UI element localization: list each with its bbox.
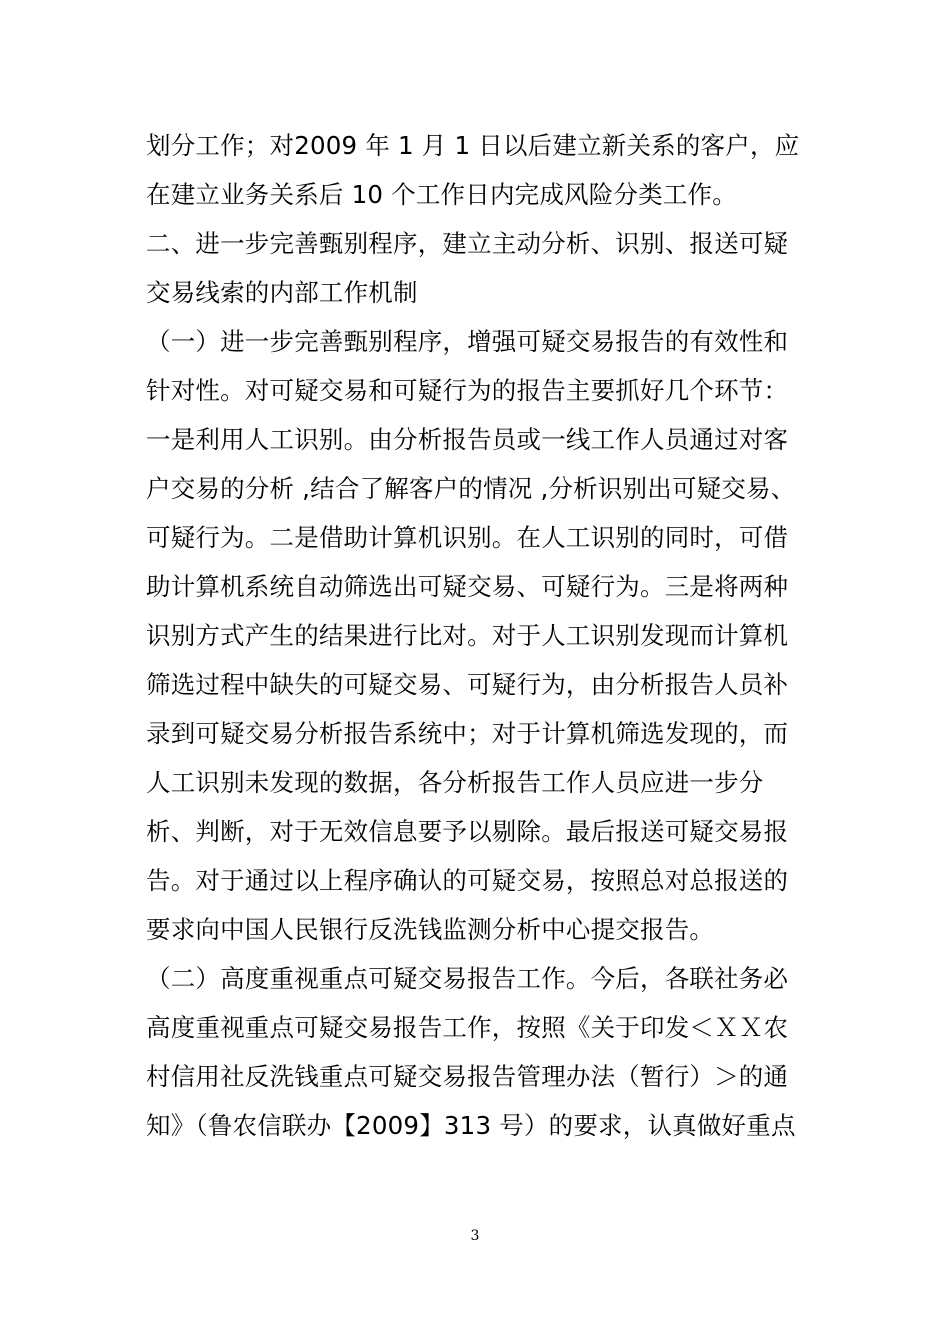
text-line: 识别方式产生的结果进行比对。对于人工识别发现而计算机 — [146, 621, 789, 650]
page-number: 3 — [470, 1228, 480, 1244]
text-line: 知》（鲁农信联办【2009】313 号）的要求，认真做好重点 — [146, 1111, 796, 1140]
text-line: 在建立业务关系后 10 个工作日内完成风险分类工作。 — [146, 180, 737, 209]
text-line: 高度重视重点可疑交易报告工作，按照《关于印发＜ＸＸ农 — [146, 1013, 789, 1042]
section-heading: 二、进一步完善甄别程序，建立主动分析、识别、报送可疑 — [146, 229, 789, 258]
body-text — [146, 121, 818, 1150]
text-line: 助计算机系统自动筛选出可疑交易、可疑行为。三是将两种 — [146, 572, 789, 601]
text-line: 可疑行为。二是借助计算机识别。在人工识别的同时，可借 — [146, 523, 789, 552]
text-line: 人工识别未发现的数据，各分析报告工作人员应进一步分 — [146, 768, 764, 797]
text-line: 户交易的分析 ,结合了解客户的情况 ,分析识别出可疑交易、 — [146, 474, 796, 503]
text-line: （二）高度重视重点可疑交易报告工作。今后，各联社务必 — [146, 964, 789, 993]
text-line: 村信用社反洗钱重点可疑交易报告管理办法（暂行）＞的通 — [146, 1062, 789, 1091]
text-line: 划分工作；对2009 年 1 月 1 日以后建立新关系的客户，应 — [146, 131, 800, 160]
text-line: 告。对于通过以上程序确认的可疑交易，按照总对总报送的 — [146, 866, 789, 895]
text-line: 析、判断，对于无效信息要予以剔除。最后报送可疑交易报 — [146, 817, 789, 846]
section-heading: 交易线索的内部工作机制 — [146, 278, 418, 307]
text-line: 一是利用人工识别。由分析报告员或一线工作人员通过对客 — [146, 425, 789, 454]
text-line: （一）进一步完善甄别程序，增强可疑交易报告的有效性和 — [146, 327, 789, 356]
text-line: 筛选过程中缺失的可疑交易、可疑行为，由分析报告人员补 — [146, 670, 789, 699]
text-line: 录到可疑交易分析报告系统中；对于计算机筛选发现的，而 — [146, 719, 789, 748]
text-line: 针对性。对可疑交易和可疑行为的报告主要抓好几个环节： — [146, 376, 789, 405]
text-line: 要求向中国人民银行反洗钱监测分析中心提交报告。 — [146, 915, 715, 944]
